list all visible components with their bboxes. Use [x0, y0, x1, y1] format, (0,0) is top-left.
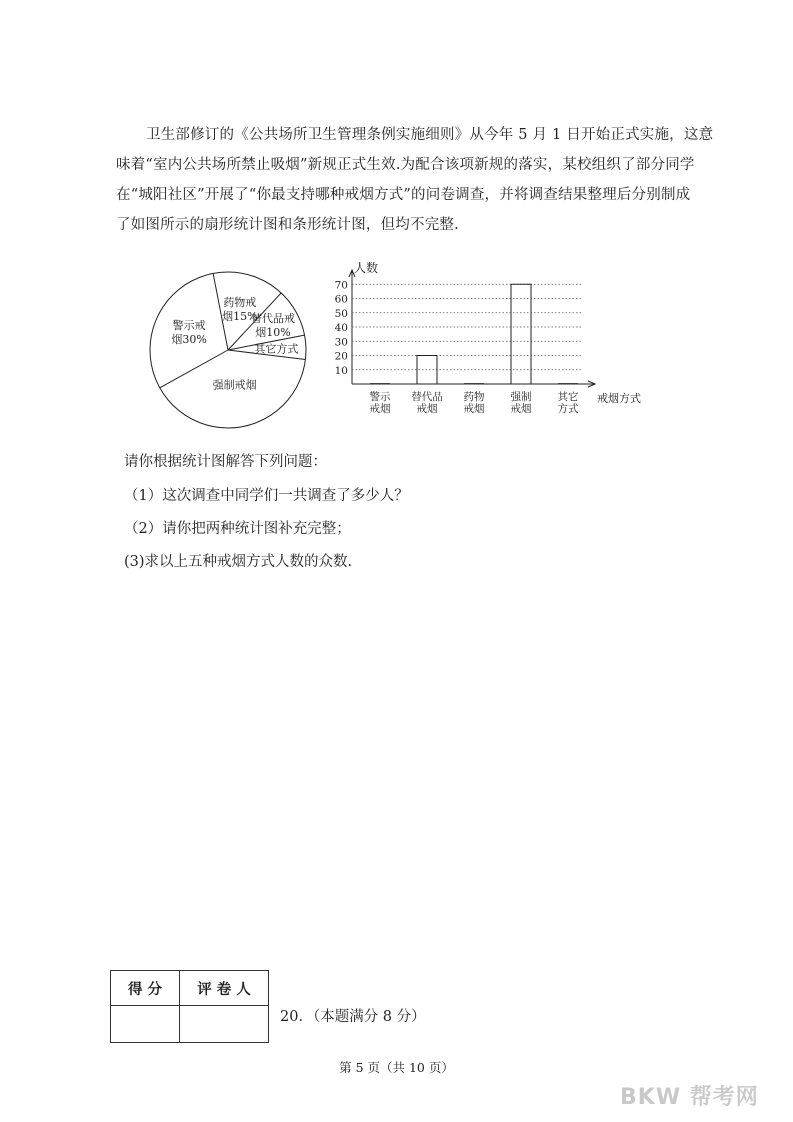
pie-slice-label: 强制戒烟 [212, 378, 257, 392]
x-tick-label: 强制戒烟 [510, 391, 532, 415]
x-tick-label: 药物戒烟 [463, 391, 485, 415]
statistics-figures [140, 262, 650, 432]
question-2: （2）请你把两种统计图补充完整； [124, 521, 351, 537]
bar [511, 284, 531, 384]
question-3: (3)求以上五种戒烟方式人数的众数. [124, 554, 353, 570]
x-axis-title: 戒烟方式 [597, 392, 641, 405]
intro-line: 味着“室内公共场所禁止吸烟”新规正式生效.为配合该项新规的落实，某校组织了部分同学 [116, 157, 695, 173]
intro-line: 卫生部修订的《公共场所卫生管理条例实施细则》从今年 5 月 1 日开始正式实施，这意 [146, 127, 714, 143]
y-tick-label: 20 [334, 350, 348, 363]
y-axis-title: 人数 [354, 262, 379, 275]
grader-header: 评 卷 人 [180, 971, 269, 1006]
y-tick-label: 10 [334, 364, 348, 377]
y-tick-label: 70 [334, 279, 348, 292]
pie-chart [150, 272, 306, 428]
intro-line: 了如图所示的扇形统计图和条形统计图，但均不完整. [116, 217, 459, 233]
pie-slice-label: 药物戒烟15% [222, 295, 258, 323]
pie-slice-label: 替代品戒烟10% [251, 312, 296, 340]
pie-slice-label: 警示戒烟30% [171, 318, 207, 346]
question-1: （1）这次调查中同学们一共调查了多少人？ [124, 488, 409, 504]
page-footer: 第 5 页（共 10 页） [339, 1060, 454, 1075]
y-tick-label: 30 [334, 336, 348, 349]
score-table [110, 970, 269, 1043]
problem-intro [116, 120, 714, 240]
x-tick-label: 其它方式 [557, 391, 579, 415]
intro-line: 在“城阳社区”开展了“你最支持哪种戒烟方式”的问卷调查，并将调查结果整理后分别制成 [116, 187, 691, 203]
grader-cell[interactable] [180, 1006, 269, 1043]
score-header: 得 分 [111, 971, 180, 1006]
x-tick-label: 替代品戒烟 [411, 391, 443, 415]
question-20-heading: 20．（本题满分 8 分） [280, 1009, 426, 1025]
y-tick-label: 50 [334, 307, 348, 320]
brand-watermark: BKW 帮考网 [620, 1085, 759, 1110]
y-tick-label: 40 [334, 322, 348, 334]
prompt-text: 请你根据统计图解答下列问题： [124, 454, 327, 470]
bar-chart [335, 262, 641, 415]
pie-slice-label: 其它方式 [254, 342, 299, 356]
y-tick-label: 60 [334, 293, 348, 306]
x-tick-label: 警示戒烟 [369, 391, 391, 415]
score-cell[interactable] [111, 1006, 180, 1043]
